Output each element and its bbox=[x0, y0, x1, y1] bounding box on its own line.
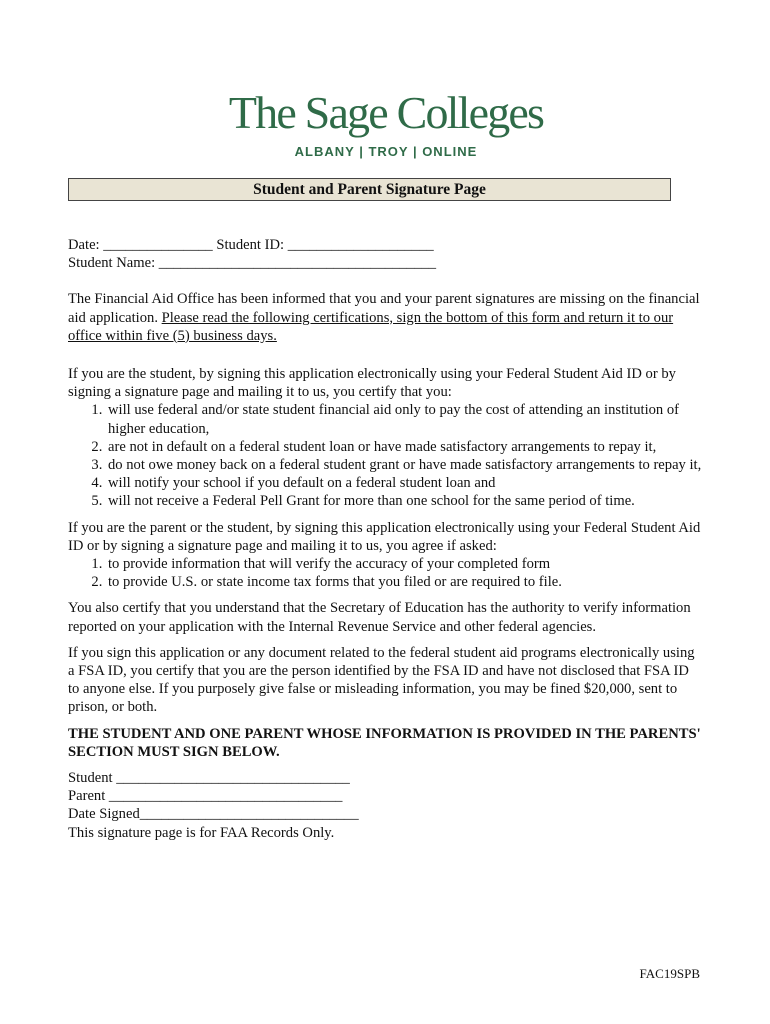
list-item: 4. will notify your school if you default on a federal student loan and bbox=[106, 474, 702, 492]
student-certification-intro: If you are the student, by signing this application electronically using your Federal Student Aid ID or by signing a signature page and mailing it to us, you certify that you: bbox=[68, 366, 676, 401]
fsa-paragraph: If you sign this application or any document related to the federal student aid programs electronically using a FSA ID, you certify that you are the person identified by the FSA ID and have not disclosed that FSA ID to anyone else. If you purposely give false or misleading information, you may be fined $20,000, sent to prison, or both. bbox=[68, 644, 695, 716]
form-code: FAC19SPB bbox=[639, 966, 700, 981]
form-body bbox=[68, 236, 702, 842]
date-field: Date: _______________ bbox=[68, 237, 213, 253]
records-note: This signature page is for FAA Records Only. bbox=[68, 824, 335, 841]
student-name-field: Student Name: ______________________________________ bbox=[68, 255, 437, 272]
list-item: 2. are not in default on a federal student loan or have made satisfactory arrangements to repay it, bbox=[106, 438, 702, 456]
parent-signature-line[interactable]: Parent ________________________________ bbox=[68, 788, 343, 805]
list-item: 1. will use federal and/or state student financial aid only to pay the cost of attending an institution of higher education, bbox=[106, 401, 702, 437]
page-title: Student and Parent Signature Page bbox=[68, 178, 671, 201]
logo-subtitle: ALBANY | TROY | ONLINE bbox=[294, 144, 478, 159]
list-item: 1. to provide information that will verify the accuracy of your completed form bbox=[106, 555, 702, 573]
student-id-field: Student ID: ____________________ bbox=[216, 237, 434, 253]
parent-certification-intro: If you are the parent or the student, by signing this application electronically using your Federal Student Aid ID or by signing a signature page and mailing it to us, you agree if asked: bbox=[68, 519, 701, 554]
college-logo bbox=[226, 88, 546, 159]
list-item: 5. will not receive a Federal Pell Grant for more than one school for the same period of time. bbox=[106, 492, 702, 510]
intro-paragraph bbox=[68, 290, 702, 345]
list-item: 2. to provide U.S. or state income tax forms that you filed or are required to file. bbox=[106, 573, 702, 591]
date-and-id-line bbox=[68, 236, 702, 254]
intro-text: The Financial Aid Office has been informed that you and your parent signatures are missing on the financial aid application. bbox=[68, 291, 700, 326]
list-item: 3. do not owe money back on a federal student grant or have made satisfactory arrangements to repay it, bbox=[106, 456, 702, 474]
parent-certification-list bbox=[68, 555, 702, 591]
student-certification-list bbox=[68, 401, 702, 510]
intro-underlined-instruction: Please read the following certifications, sign the bottom of this form and return it to our office within five (5) business days. bbox=[68, 309, 674, 344]
logo-name: The Sage Colleges bbox=[228, 87, 544, 138]
secretary-paragraph: You also certify that you understand that the Secretary of Education has the authority to verify information reported on your application with the Internal Revenue Service and other federal agencies. bbox=[68, 600, 691, 635]
date-signed-line[interactable]: Date Signed______________________________ bbox=[68, 806, 359, 823]
student-signature-line[interactable]: Student ________________________________ bbox=[68, 770, 350, 787]
signature-notice: THE STUDENT AND ONE PARENT WHOSE INFORMATION IS PROVIDED IN THE PARENTS' SECTION MUST SIGN BELOW. bbox=[68, 725, 701, 760]
